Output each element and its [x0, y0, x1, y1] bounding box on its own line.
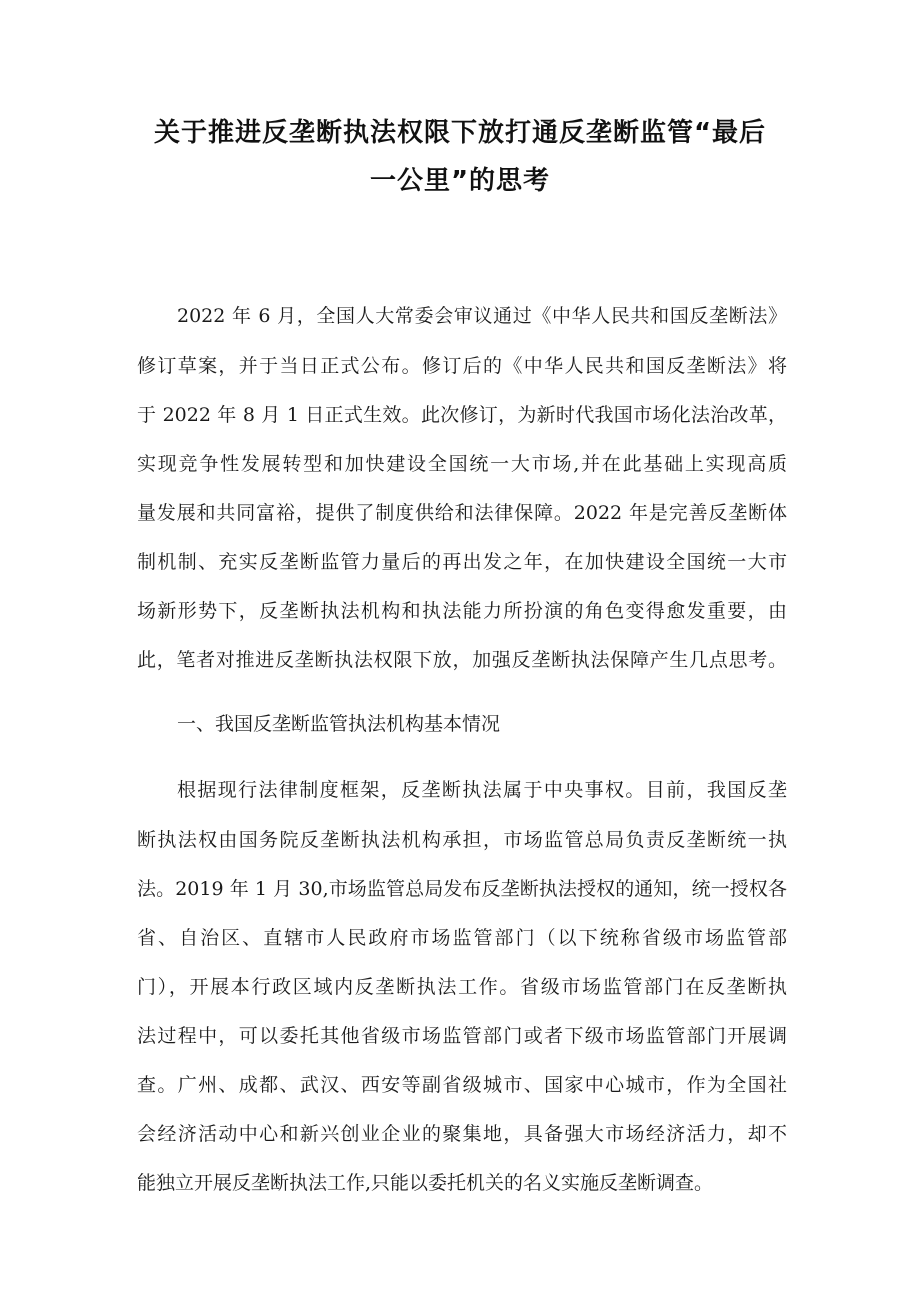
paragraph-1-line-4: 实现竞争性发展转型和加快建设全国统一大市场,并在此基础上实现高质 [137, 453, 787, 475]
paragraph-1-line-8: 此，笔者对推进反垄断执法权限下放，加强反垄断执法保障产生几点思考。 [137, 649, 787, 671]
paragraph-2-line-2: 断执法权由国务院反垄断执法机构承担，市场监管总局负责反垄断统一执 [137, 829, 787, 851]
paragraph-1-line-5: 量发展和共同富裕，提供了制度供给和法律保障。2022 年是完善反垄断体 [137, 502, 787, 524]
section-heading-1: 一、我国反垄断监管执法机构基本情况 [177, 713, 501, 735]
paragraph-1-line-3: 于 2022 年 8 月 1 日正式生效。此次修订，为新时代我国市场化法治改革， [137, 404, 787, 426]
paragraph-1-line-7: 场新形势下，反垄断执法机构和执法能力所扮演的角色变得愈发重要，由 [137, 600, 787, 622]
paragraph-2-line-8: 会经济活动中心和新兴创业企业的聚集地，具备强大市场经济活力，却不 [137, 1123, 787, 1145]
paragraph-2-line-1: 根据现行法律制度框架，反垄断执法属于中央事权。目前，我国反垄 [177, 779, 787, 801]
paragraph-1-line-2: 修订草案，并于当日正式公布。修订后的《中华人民共和国反垄断法》将 [137, 355, 787, 377]
paragraph-1-line-6: 制机制、充实反垄断监管力量后的再出发之年，在加快建设全国统一大市 [137, 551, 787, 573]
paragraph-2-line-6: 法过程中，可以委托其他省级市场监管部门或者下级市场监管部门开展调 [137, 1025, 787, 1047]
paragraph-2-line-9: 能独立开展反垄断执法工作,只能以委托机关的名义实施反垄断调查。 [137, 1172, 714, 1194]
paragraph-2-line-7: 查。广州、成都、武汉、西安等副省级城市、国家中心城市，作为全国社 [137, 1074, 787, 1096]
paragraph-2-line-5: 门），开展本行政区域内反垄断执法工作。省级市场监管部门在反垄断执 [137, 976, 787, 998]
document-title-line-1: 关于推进反垄断执法权限下放打通反垄断监管“最后 [153, 118, 767, 148]
paragraph-2-line-3: 法。2019 年 1 月 30,市场监管总局发布反垄断执法授权的通知，统一授权各 [137, 878, 787, 900]
paragraph-1-line-1: 2022 年 6 月，全国人大常委会审议通过《中华人民共和国反垄断法》 [177, 305, 787, 327]
paragraph-2-line-4: 省、自治区、直辖市人民政府市场监管部门（以下统称省级市场监管部 [137, 927, 787, 949]
document-title-line-2: 一公里”的思考 [369, 166, 551, 196]
